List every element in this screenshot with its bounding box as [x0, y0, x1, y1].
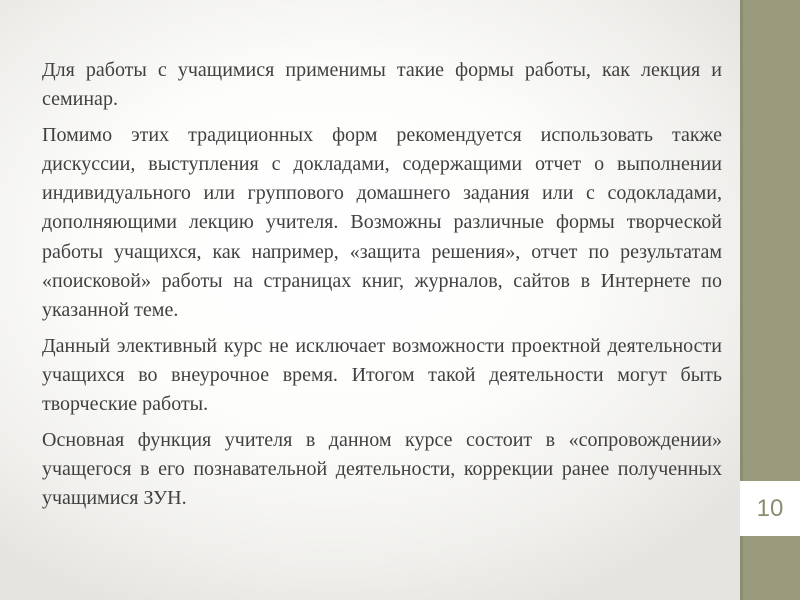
paragraph-traditional-forms: Помимо этих традиционных форм рекомендуется использовать также дискуссии, выступления с докладами, содержащими отчет о выполнении индивидуального или группового домашнего задания или с содокладами, дополняющими лекцию учителя. Возможны различные формы творческой работы учащихся, как например, «защита решения», отчет по результатам «поисковой» работы на страницах книг, журналов, сайтов в Интернете по указанной теме.	[42, 123, 722, 322]
paragraph-project-activity: Данный элективный курс не исключает возможности проектной деятельности учащихся во внеурочное время. Итогом такой деятельности могут быть творческие работы.	[42, 334, 722, 416]
paragraph-teacher-function: Основная функция учителя в данном курсе состоит в «сопровождении» учащегося в его познавательной деятельности, коррекции ранее полученных учащимися ЗУН.	[42, 428, 722, 510]
page-number: 10	[740, 481, 800, 536]
slide-body-text	[42, 56, 722, 519]
paragraph-forms-of-work: Для работы с учащимися применимы такие формы работы, как лекция и семинар.	[42, 59, 722, 111]
